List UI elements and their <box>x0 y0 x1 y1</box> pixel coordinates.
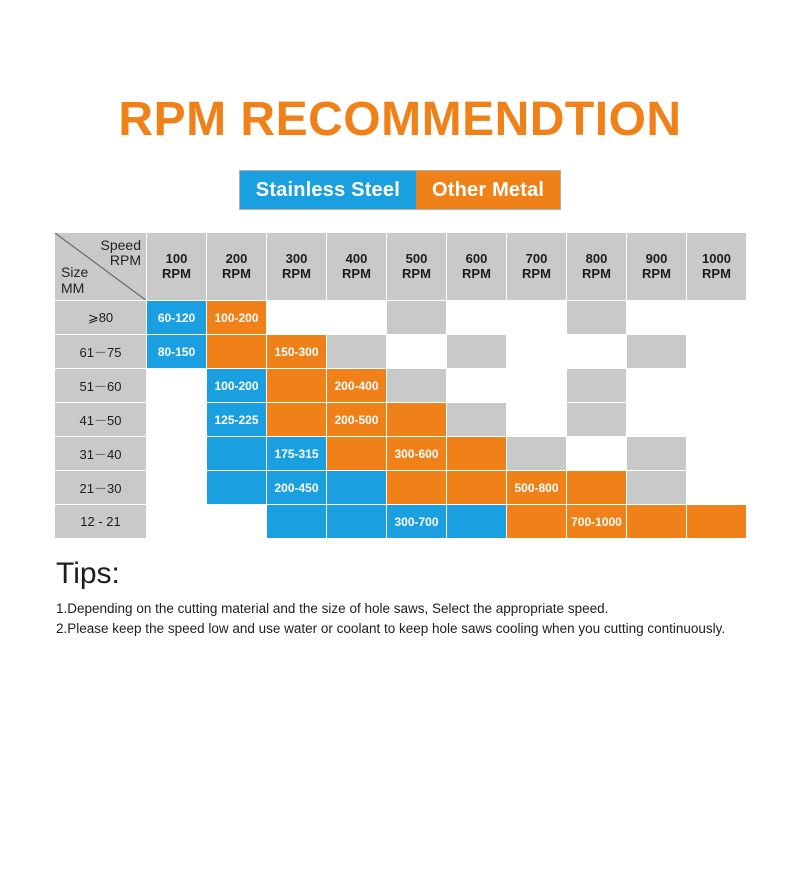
cell-31-40-1000 <box>687 437 747 471</box>
tips-heading: Tips: <box>56 557 120 590</box>
cell-61-75-1000 <box>687 335 747 369</box>
column-header-400-num: 400 <box>345 250 368 266</box>
corner-speed-text: Speed <box>100 237 141 253</box>
table-row <box>55 301 747 335</box>
column-header-800-num: 800 <box>585 250 608 266</box>
cell-21-30-300 <box>267 471 327 505</box>
column-header-1000-unit: RPM <box>702 265 731 281</box>
cell-12-21-200 <box>207 505 267 539</box>
cell-21-30-100 <box>147 471 207 505</box>
row-label-80plus: ⩾80 <box>55 301 147 335</box>
table-row <box>55 335 747 369</box>
corner-speed-label <box>101 238 141 269</box>
cell-12-21-500 <box>387 505 447 539</box>
cell-41-50-1000 <box>687 403 747 437</box>
cell-80plus-400 <box>327 301 387 335</box>
cell-21-30-1000 <box>687 471 747 505</box>
cell-80plus-300 <box>267 301 327 335</box>
cell-value: 150-300 <box>274 345 319 359</box>
column-header-500-unit: RPM <box>402 265 431 281</box>
column-header-600-unit: RPM <box>462 265 491 281</box>
column-header-300 <box>267 233 327 301</box>
cell-41-50-200 <box>207 403 267 437</box>
cell-61-75-300 <box>267 335 327 369</box>
corner-size-label <box>61 265 88 296</box>
cell-31-40-900 <box>627 437 687 471</box>
table-row <box>55 505 747 539</box>
cell-31-40-100 <box>147 437 207 471</box>
cell-21-30-600 <box>447 471 507 505</box>
cell-61-75-800 <box>567 335 627 369</box>
tip-line-2: 2.Please keep the speed low and use water or coolant to keep hole saws cooling when you cutting continuously. <box>56 620 726 636</box>
cell-31-40-400 <box>327 437 387 471</box>
cell-80plus-900 <box>627 301 687 335</box>
cell-31-40-500 <box>387 437 447 471</box>
column-header-600 <box>447 233 507 301</box>
cell-value: 200-400 <box>334 379 379 393</box>
cell-value: 125-225 <box>214 413 259 427</box>
corner-speed-unit: RPM <box>109 252 141 269</box>
cell-value: 175-315 <box>274 447 319 461</box>
cell-80plus-700 <box>507 301 567 335</box>
cell-80plus-800 <box>567 301 627 335</box>
cell-51-60-500 <box>387 369 447 403</box>
rpm-table-wrapper <box>54 232 746 539</box>
cell-61-75-900 <box>627 335 687 369</box>
cell-31-40-700 <box>507 437 567 471</box>
cell-21-30-400 <box>327 471 387 505</box>
cell-12-21-800 <box>567 505 627 539</box>
cell-31-40-600 <box>447 437 507 471</box>
legend <box>0 170 800 210</box>
cell-80plus-1000 <box>687 301 747 335</box>
column-header-700 <box>507 233 567 301</box>
row-label-21-30: 21－30 <box>55 471 147 505</box>
cell-value: 100-200 <box>214 311 259 325</box>
row-label-61-75: 61－75 <box>55 335 147 369</box>
cell-41-50-300 <box>267 403 327 437</box>
cell-31-40-200 <box>207 437 267 471</box>
column-header-1000 <box>687 233 747 301</box>
cell-61-75-100 <box>147 335 207 369</box>
rpm-recommendation-page <box>0 93 800 896</box>
cell-value: 300-600 <box>394 447 439 461</box>
cell-value: 300-700 <box>394 515 439 529</box>
column-header-900-num: 900 <box>645 250 668 266</box>
cell-41-50-900 <box>627 403 687 437</box>
column-header-500-num: 500 <box>405 250 428 266</box>
column-header-100-unit: RPM <box>162 265 191 281</box>
cell-41-50-400 <box>327 403 387 437</box>
cell-21-30-200 <box>207 471 267 505</box>
cell-value: 700-1000 <box>571 515 622 529</box>
table-row <box>55 369 747 403</box>
column-header-700-unit: RPM <box>522 265 551 281</box>
column-header-500 <box>387 233 447 301</box>
cell-61-75-500 <box>387 335 447 369</box>
table-row <box>55 471 747 505</box>
cell-41-50-100 <box>147 403 207 437</box>
column-header-600-num: 600 <box>465 250 488 266</box>
legend-box <box>239 170 561 210</box>
column-header-200-unit: RPM <box>222 265 251 281</box>
cell-51-60-1000 <box>687 369 747 403</box>
cell-80plus-100 <box>147 301 207 335</box>
page-title: RPM RECOMMENDTION <box>118 93 682 146</box>
column-header-1000-num: 1000 <box>702 250 731 266</box>
cell-12-21-100 <box>147 505 207 539</box>
table-header-row <box>55 233 747 301</box>
cell-61-75-700 <box>507 335 567 369</box>
row-label-51-60: 51－60 <box>55 369 147 403</box>
cell-12-21-600 <box>447 505 507 539</box>
column-header-800 <box>567 233 627 301</box>
legend-item-other-metal: Other Metal <box>416 171 560 209</box>
tips-section <box>56 557 756 638</box>
cell-51-60-700 <box>507 369 567 403</box>
cell-80plus-200 <box>207 301 267 335</box>
cell-51-60-200 <box>207 369 267 403</box>
column-header-400-unit: RPM <box>342 265 371 281</box>
column-header-200 <box>207 233 267 301</box>
cell-31-40-800 <box>567 437 627 471</box>
cell-61-75-200 <box>207 335 267 369</box>
cell-51-60-300 <box>267 369 327 403</box>
column-header-100-num: 100 <box>165 250 188 266</box>
column-header-300-num: 300 <box>285 250 308 266</box>
column-header-200-num: 200 <box>225 250 248 266</box>
cell-41-50-600 <box>447 403 507 437</box>
cell-80plus-500 <box>387 301 447 335</box>
column-header-900 <box>627 233 687 301</box>
cell-12-21-400 <box>327 505 387 539</box>
cell-12-21-1000 <box>687 505 747 539</box>
table-row <box>55 437 747 471</box>
cell-21-30-700 <box>507 471 567 505</box>
column-header-800-unit: RPM <box>582 265 611 281</box>
cell-51-60-100 <box>147 369 207 403</box>
cell-41-50-700 <box>507 403 567 437</box>
cell-31-40-300 <box>267 437 327 471</box>
cell-value: 80-150 <box>157 345 196 359</box>
cell-51-60-600 <box>447 369 507 403</box>
cell-41-50-800 <box>567 403 627 437</box>
cell-value: 200-500 <box>334 413 379 427</box>
tip-line-1: 1.Depending on the cutting material and the size of hole saws, Select the appropriate speed. <box>56 601 609 616</box>
cell-12-21-300 <box>267 505 327 539</box>
column-header-300-unit: RPM <box>282 265 311 281</box>
cell-21-30-800 <box>567 471 627 505</box>
rpm-table <box>54 232 747 539</box>
cell-61-75-600 <box>447 335 507 369</box>
cell-value: 100-200 <box>214 379 259 393</box>
cell-value: 200-450 <box>274 481 319 495</box>
cell-41-50-500 <box>387 403 447 437</box>
cell-61-75-400 <box>327 335 387 369</box>
cell-51-60-800 <box>567 369 627 403</box>
column-header-400 <box>327 233 387 301</box>
column-header-700-num: 700 <box>525 250 548 266</box>
table-row <box>55 403 747 437</box>
column-header-100 <box>147 233 207 301</box>
corner-header-cell <box>55 233 147 301</box>
row-label-31-40: 31－40 <box>55 437 147 471</box>
cell-21-30-500 <box>387 471 447 505</box>
cell-51-60-900 <box>627 369 687 403</box>
corner-size-unit: MM <box>61 279 85 296</box>
row-label-41-50: 41－50 <box>55 403 147 437</box>
row-label-12-21: 12 - 21 <box>55 505 147 539</box>
cell-value: 500-800 <box>514 481 559 495</box>
corner-size-text: Size <box>61 264 89 281</box>
legend-item-stainless-steel: Stainless Steel <box>240 171 416 209</box>
column-header-900-unit: RPM <box>642 265 671 281</box>
cell-51-60-400 <box>327 369 387 403</box>
cell-21-30-900 <box>627 471 687 505</box>
cell-12-21-900 <box>627 505 687 539</box>
cell-value: 60-120 <box>157 311 196 325</box>
cell-12-21-700 <box>507 505 567 539</box>
cell-80plus-600 <box>447 301 507 335</box>
